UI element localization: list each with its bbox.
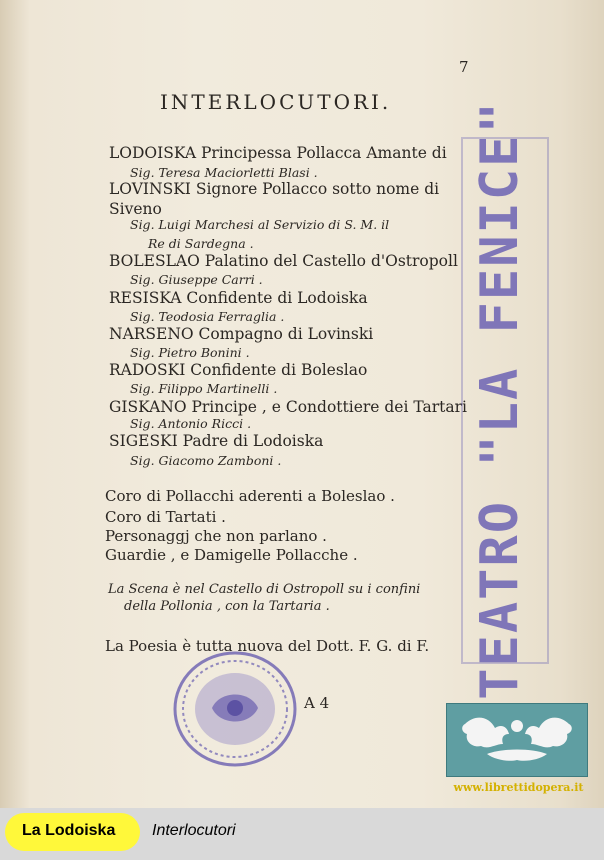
character-line: LOVINSKI Signore Pollacco sotto nome di [109, 180, 440, 198]
character-line: LODOISKA Principessa Pollacca Amante di [109, 144, 447, 162]
singer-line: Sig. Teresa Maciorletti Blasi . [130, 165, 318, 180]
signature-mark: A 4 [304, 694, 330, 712]
page-title: INTERLOCUTORI. [160, 90, 392, 114]
scene-note: della Pollonia , con la Tartaria . [124, 599, 330, 614]
singer-line: Sig. Giacomo Zamboni . [130, 453, 282, 468]
character-line: Siveno [109, 200, 162, 218]
ensemble-line: Personaggj che non parlano . [105, 527, 327, 545]
site-watermark: www.librettidopera.it [453, 781, 584, 794]
theatre-stamp: TEATRO "LA FENICE" [470, 100, 530, 700]
ensemble-line: La Poesia è tutta nuova del Dott. F. G. di F. [105, 637, 430, 655]
library-seal-icon [172, 650, 298, 768]
character-line: BOLESLAO Palatino del Castello d'Ostropoll [109, 252, 458, 270]
ensemble-line: Guardie , e Damigelle Pollacche . [105, 546, 358, 564]
character-line: RESISKA Confidente di Lodoiska [109, 289, 368, 307]
character-line: NARSENO Compagno di Lovinski [109, 325, 374, 343]
ensemble-line: Coro di Tartati . [105, 508, 226, 526]
opera-title: La Lodoiska [22, 822, 116, 839]
singer-line: Sig. Pietro Bonini . [130, 345, 250, 360]
character-line: SIGESKI Padre di Lodoiska [109, 432, 324, 450]
singer-line: Re di Sardegna . [148, 236, 254, 251]
singer-line: Sig. Teodosia Ferraglia . [130, 309, 285, 324]
singer-line: Sig. Filippo Martinelli . [130, 381, 278, 396]
lion-emblem-icon [446, 703, 588, 777]
character-line: GISKANO Principe , e Condottiere dei Tartari [109, 398, 467, 416]
character-line: RADOSKI Confidente di Boleslao [109, 361, 368, 379]
singer-line: Sig. Luigi Marchesi al Servizio di S. M. il [130, 217, 390, 232]
singer-line: Sig. Giuseppe Carri . [130, 272, 263, 287]
singer-line: Sig. Antonio Ricci . [130, 416, 252, 431]
scene-note: La Scena è nel Castello di Ostropoll su i confini [108, 582, 421, 597]
section-name: Interlocutori [152, 822, 236, 839]
ensemble-line: Coro di Pollacchi aderenti a Boleslao . [105, 487, 395, 505]
page-number: 7 [459, 58, 469, 76]
